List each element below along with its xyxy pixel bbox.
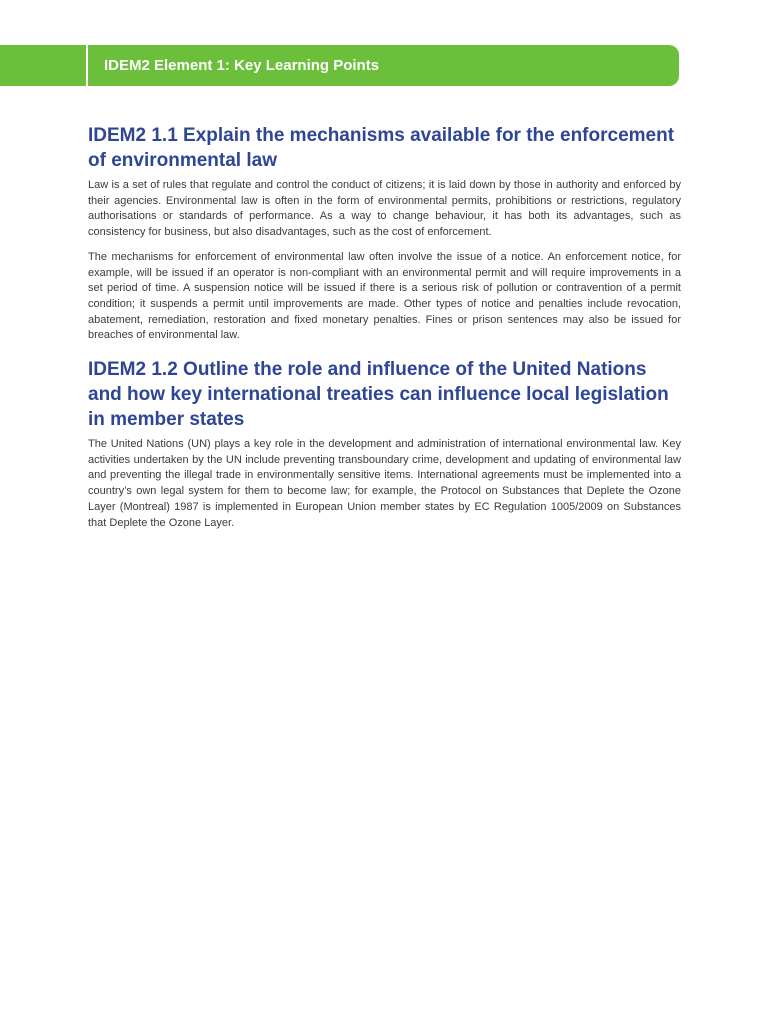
section-paragraph: The mechanisms for enforcement of environmental law often involve the issue of a notice. An enforcement notice, for example, will be issued if an operator is non-compliant with an environmental permit and will require improvements in a set period of time. A suspension notice will be issued if there is a serious risk of pollution or contravention of a permit condition; it suspends a permit until improvements are made. Other types of notice and penalties include revocation, abatement, remediation, restoration and fixed monetary penalties. Fines or prison sentences may also be issued for breaches of environmental law. xyxy=(88,250,681,342)
element-banner xyxy=(0,45,679,86)
section-heading: IDEM2 1.2 Outline the role and influence of the United Nations and how key international treaties can influence local legislation in member states xyxy=(88,359,669,431)
section-1-1 xyxy=(88,123,681,344)
banner-title: IDEM2 Element 1: Key Learning Points xyxy=(104,57,380,74)
banner-divider xyxy=(86,45,88,86)
section-paragraph: The United Nations (UN) plays a key role in the development and administration of international environmental law. Key activities undertaken by the UN include preventing transboundary crime, development and updating of environmental law and preventing the illegal trade in environmentally sensitive items. International agreements must be implemented into a country’s own legal system for them to become law; for example, the Protocol on Substances that Deplete the Ozone Layer (Montreal) 1987 is implemented in European Union member states by EC Regulation 1005/2009 on Substances that Deplete the Ozone Layer. xyxy=(88,438,681,529)
section-paragraph: Law is a set of rules that regulate and control the conduct of citizens; it is laid down by those in authority and enforced by their agencies. Environmental law is often in the form of environmental permits, prohibitions or restrictions, regulatory authorisations or standards of performance. As a way to change behaviour, it has both its advantages, such as consistency for business, but also disadvantages, such as the cost of enforcement. xyxy=(88,179,681,239)
page-content xyxy=(88,123,681,540)
section-1-2 xyxy=(88,357,681,531)
section-heading: IDEM2 1.1 Explain the mechanisms available for the enforcement of environmental law xyxy=(88,125,675,171)
